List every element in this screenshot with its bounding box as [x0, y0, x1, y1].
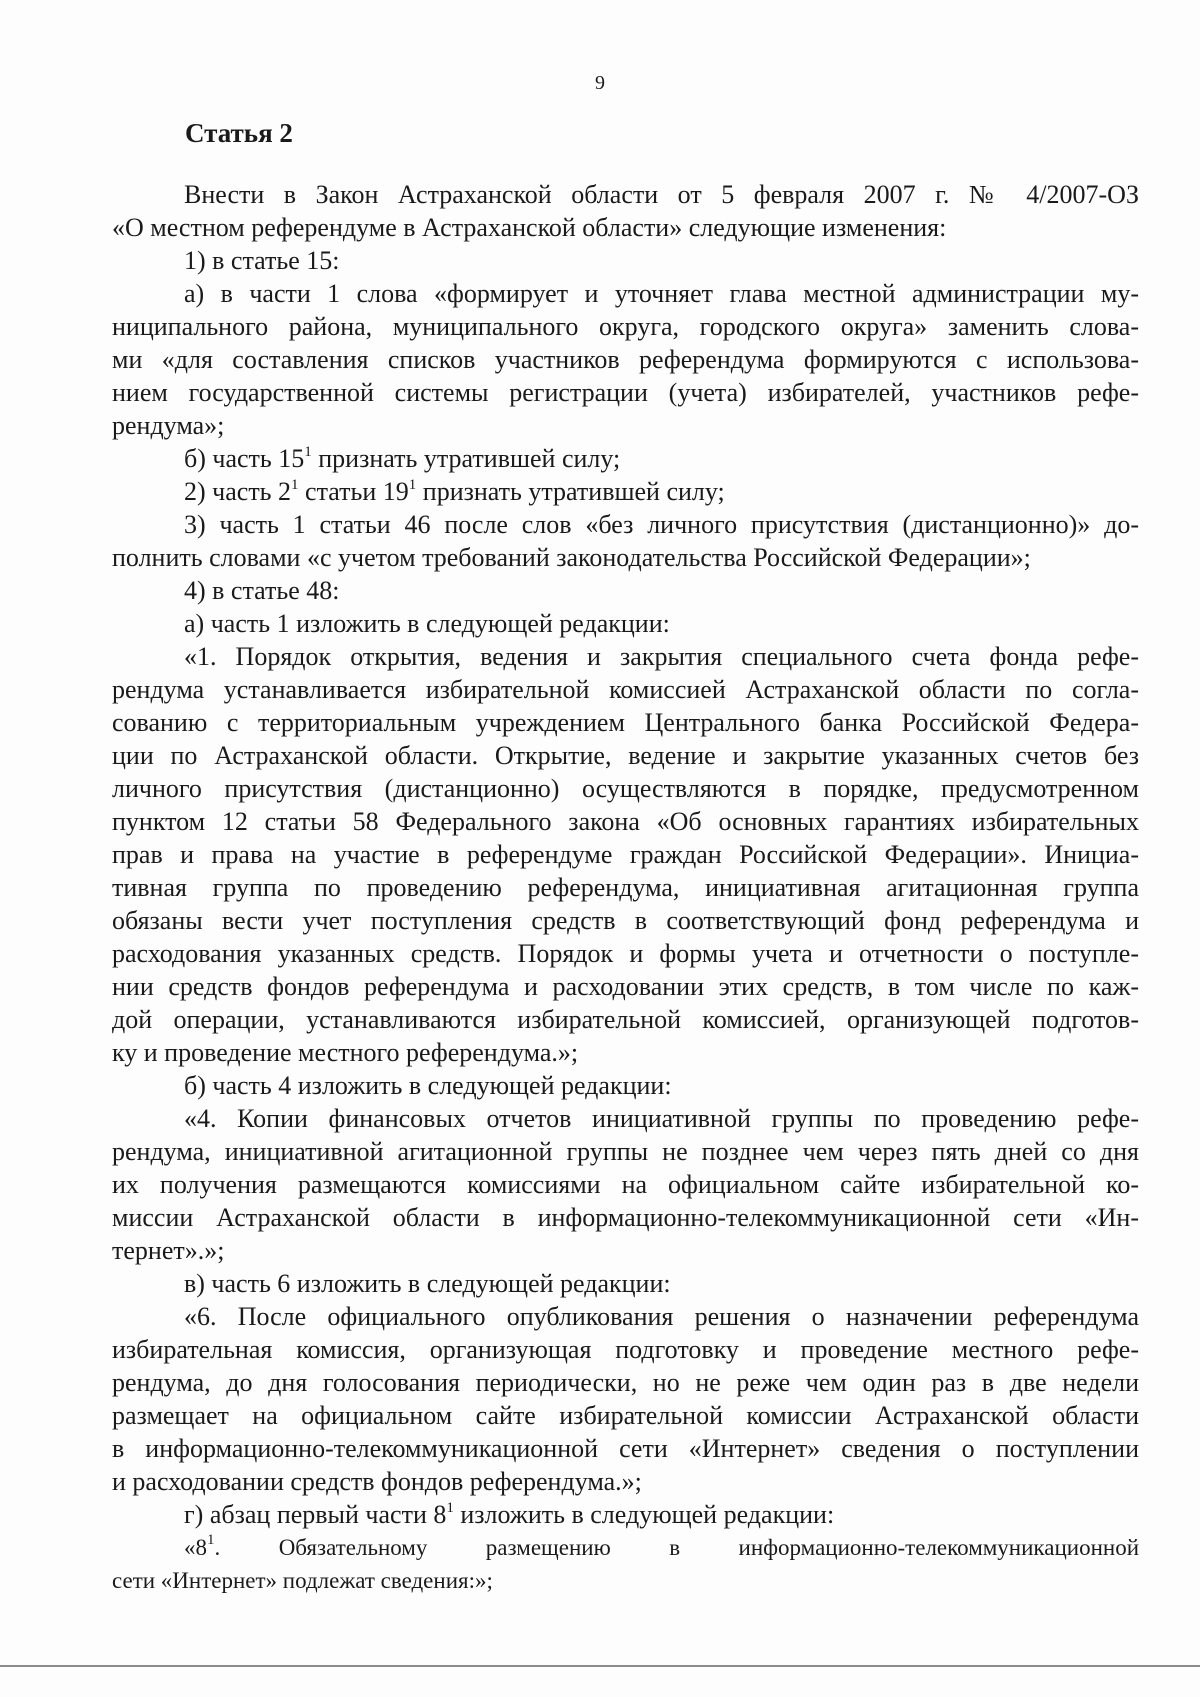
text-line: [112, 1201, 1139, 1234]
text-line: [112, 1036, 1139, 1069]
bottom-rule: [0, 1665, 1200, 1667]
article-title: Статья 2: [185, 118, 293, 148]
document-body: [112, 178, 1139, 1597]
text-line: [112, 1168, 1139, 1201]
line-text: дой операции, устанавливаются избирательной комиссией, организующей подготов-: [112, 1005, 1139, 1034]
text-line: [112, 739, 1139, 772]
text-line: [112, 1102, 1139, 1135]
line-text: тернет».»;: [112, 1236, 225, 1265]
text-line: [112, 574, 1139, 607]
text-line: [112, 541, 1139, 574]
line-text: рендума»;: [112, 411, 225, 440]
text-line: [112, 277, 1139, 310]
line-text: избирательная комиссия, организующая подготовку и проведение местного рефе-: [112, 1335, 1139, 1364]
line-text: . Обязательному размещению в информационно-телекоммуникационной: [214, 1535, 1139, 1560]
line-text: б) часть 4 изложить в следующей редакции:: [184, 1071, 672, 1100]
text-line: [112, 871, 1139, 904]
line-text: в) часть 6 изложить в следующей редакции:: [184, 1269, 671, 1298]
line-text: размещает на официальном сайте избирательной комиссии Астраханской области: [112, 1401, 1139, 1430]
text-line: [112, 838, 1139, 871]
line-text: сованию с территориальным учреждением Центрального банка Российской Федера-: [112, 708, 1139, 737]
text-line: [112, 805, 1139, 838]
line-text: признать утратившей силу;: [311, 444, 621, 473]
line-text: ми «для составления списков участников референдума формируются с использова-: [112, 345, 1139, 374]
text-line: [112, 1003, 1139, 1036]
line-text: 1) в статье 15:: [184, 246, 340, 275]
text-line: [112, 1432, 1139, 1465]
superscript: 1: [291, 477, 299, 493]
text-line: [112, 442, 1139, 475]
line-text: сети «Интернет» подлежат сведения:»;: [112, 1568, 493, 1593]
text-line: [112, 970, 1139, 1003]
line-text: признать утратившей силу;: [416, 477, 725, 506]
text-line: [112, 1135, 1139, 1168]
text-line: [112, 475, 1139, 508]
text-line: [112, 1399, 1139, 1432]
text-line: [112, 1267, 1139, 1300]
line-text: нием государственной системы регистрации (учета) избирателей, участников рефе-: [112, 378, 1139, 407]
line-text: «О местном референдуме в Астраханской области» следующие изменения:: [112, 213, 947, 242]
text-line: [112, 1366, 1139, 1399]
line-text: изложить в следующей редакции:: [453, 1500, 835, 1529]
text-line: [112, 1234, 1139, 1267]
line-text: а) часть 1 изложить в следующей редакции:: [184, 609, 670, 638]
line-text: статьи 19: [298, 477, 409, 506]
line-text: рендума, инициативной агитационной группы не позднее чем через пять дней со дня: [112, 1137, 1139, 1166]
text-line: [112, 937, 1139, 970]
text-line: [112, 772, 1139, 805]
superscript: 1: [207, 1532, 215, 1548]
text-line: [112, 1564, 1139, 1597]
superscript: 1: [446, 1500, 454, 1516]
line-text: б) часть 15: [184, 444, 305, 473]
text-line: [112, 673, 1139, 706]
text-line: [112, 178, 1139, 211]
text-line: [112, 1465, 1139, 1498]
line-text: «1. Порядок открытия, ведения и закрытия специального счета фонда рефе-: [184, 642, 1139, 671]
text-line: [112, 343, 1139, 376]
text-line: [112, 1300, 1139, 1333]
line-text: миссии Астраханской области в информационно-телекоммуникационной сети «Ин-: [112, 1203, 1139, 1232]
line-text: тивная группа по проведению референдума, инициативная агитационная группа: [112, 873, 1139, 902]
line-text: их получения размещаются комиссиями на официальном сайте избирательной ко-: [112, 1170, 1139, 1199]
text-line: [112, 1333, 1139, 1366]
line-text: ции по Астраханской области. Открытие, ведение и закрытие указанных счетов без: [112, 741, 1139, 770]
superscript: 1: [304, 444, 312, 460]
line-text: а) в части 1 слова «формирует и уточняет глава местной администрации му-: [184, 279, 1139, 308]
line-text: ниципального района, муниципального округа, городского округа» заменить слова-: [112, 312, 1139, 341]
text-line: [112, 244, 1139, 277]
line-text: Внести в Закон Астраханской области от 5 февраля 2007 г. № 4/2007-ОЗ: [184, 180, 1139, 209]
line-text: нии средств фондов референдума и расходовании этих средств, в том числе по каж-: [112, 972, 1139, 1001]
line-text: рендума устанавливается избирательной комиссией Астраханской области по согла-: [112, 675, 1139, 704]
line-text: «8: [184, 1535, 207, 1560]
line-text: г) абзац первый части 8: [184, 1500, 447, 1529]
line-text: ку и проведение местного референдума.»;: [112, 1038, 579, 1067]
text-line: [112, 376, 1139, 409]
text-line: [112, 409, 1139, 442]
line-text: 2) часть 2: [184, 477, 292, 506]
line-text: 3) часть 1 статьи 46 после слов «без личного присутствия (дистанционно)» до-: [184, 510, 1139, 539]
line-text: и расходовании средств фондов референдума.»;: [112, 1467, 642, 1496]
text-line: [112, 706, 1139, 739]
line-text: рендума, до дня голосования периодически, но не реже чем один раз в две недели: [112, 1368, 1139, 1397]
line-text: прав и права на участие в референдуме граждан Российской Федерации». Инициа-: [112, 840, 1139, 869]
text-line: [112, 508, 1139, 541]
text-line: [112, 1069, 1139, 1102]
line-text: пунктом 12 статьи 58 Федерального закона «Об основных гарантиях избирательных: [112, 807, 1139, 836]
text-line: [112, 310, 1139, 343]
line-text: «6. После официального опубликования решения о назначении референдума: [184, 1302, 1139, 1331]
line-text: в информационно-телекоммуникационной сети «Интернет» сведения о поступлении: [112, 1434, 1139, 1463]
text-line: [112, 607, 1139, 640]
line-text: личного присутствия (дистанционно) осуществляются в порядке, предусмотренном: [112, 774, 1139, 803]
line-text: обязаны вести учет поступления средств в соответствующий фонд референдума и: [112, 906, 1139, 935]
text-line: [112, 904, 1139, 937]
line-text: полнить словами «с учетом требований законодательства Российской Федерации»;: [112, 543, 1031, 572]
line-text: 4) в статье 48:: [184, 576, 340, 605]
line-text: «4. Копии финансовых отчетов инициативной группы по проведению рефе-: [184, 1104, 1139, 1133]
line-text: расходования указанных средств. Порядок и формы учета и отчетности о поступле-: [112, 939, 1139, 968]
text-line: [112, 1531, 1139, 1564]
text-line: [112, 211, 1139, 244]
text-line: [112, 640, 1139, 673]
text-line: [112, 1498, 1139, 1531]
page-number: 9: [595, 72, 605, 94]
superscript: 1: [408, 477, 417, 493]
